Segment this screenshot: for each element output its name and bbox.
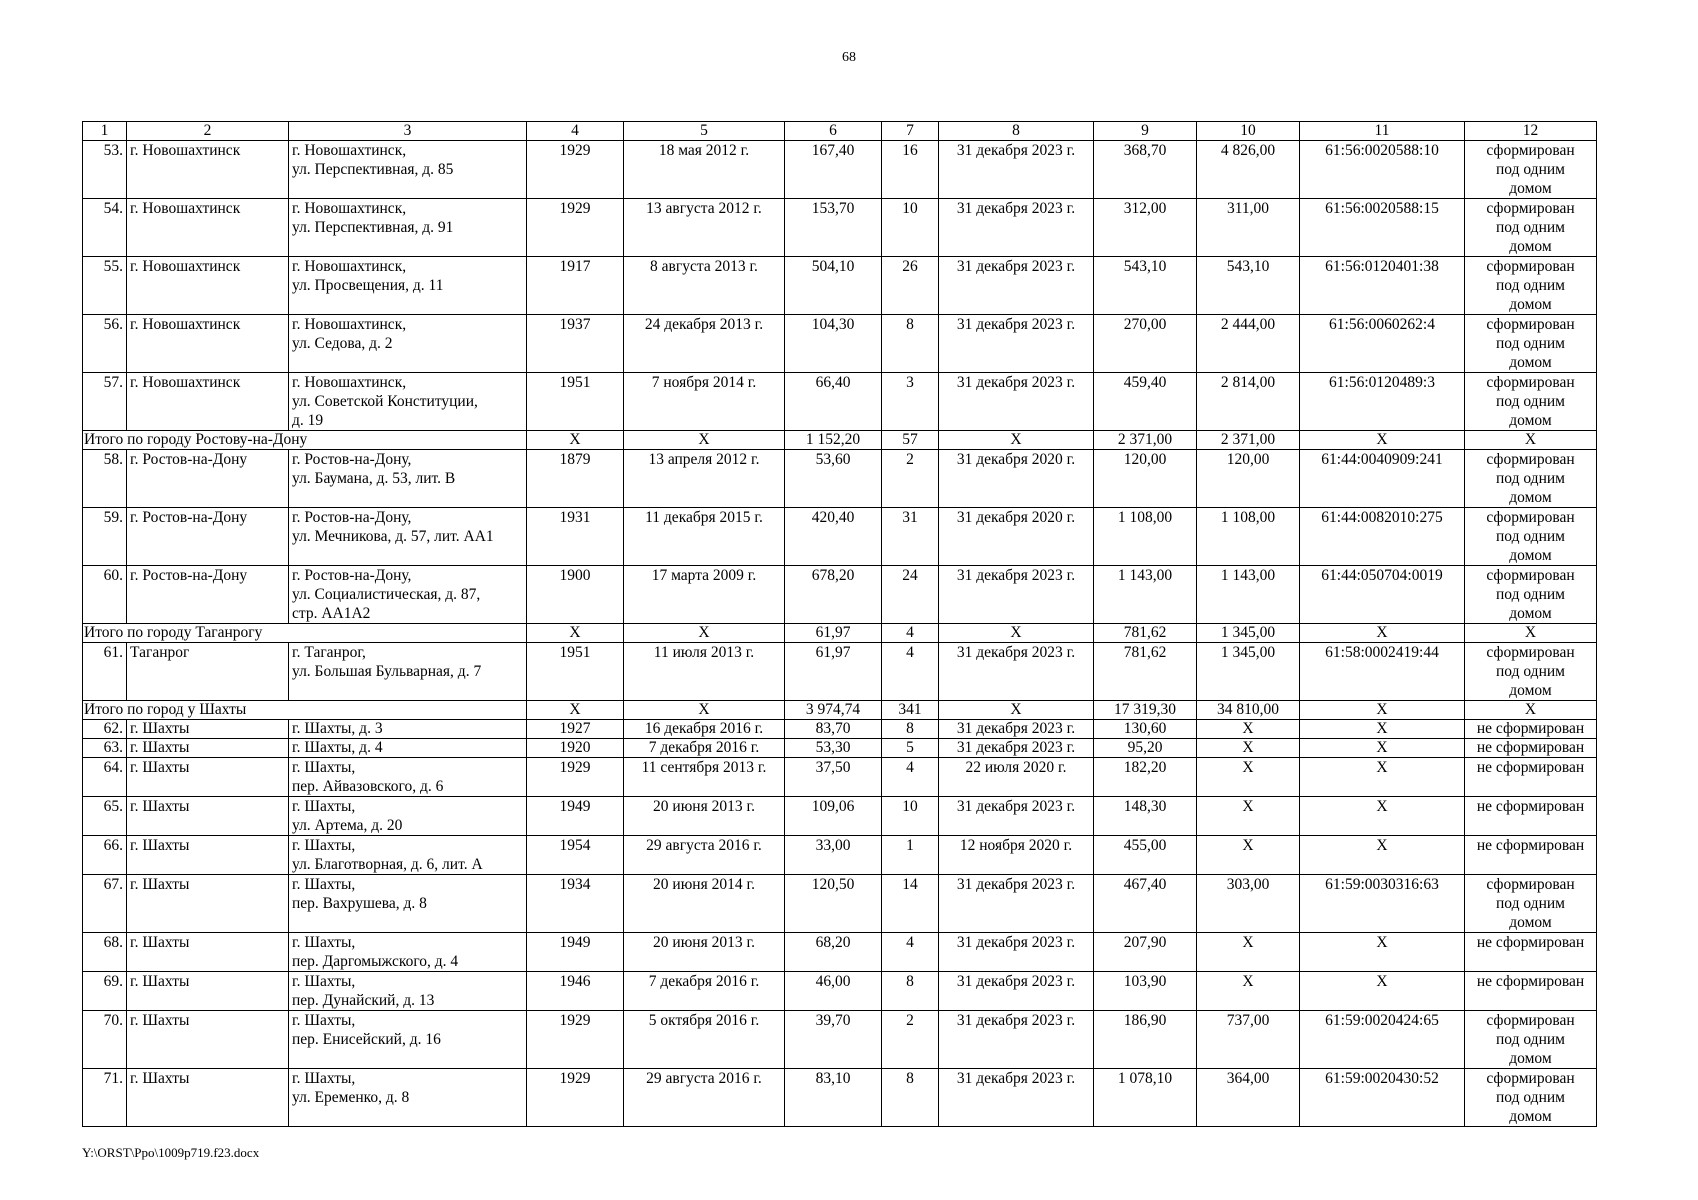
row-number-cell: 70. (83, 1011, 127, 1069)
area-cell: 167,40 (785, 141, 882, 199)
address-cell: г. Ростов-на-Дону, ул. Социалистическая, д. 87, стр. АА1А2 (289, 566, 527, 624)
total-area-cell: 1 078,10 (1094, 1069, 1197, 1127)
land-area-cell: 364,00 (1197, 1069, 1300, 1127)
header-cell: 7 (882, 122, 939, 141)
date-recognized-cell: 7 ноября 2014 г. (624, 373, 785, 431)
header-cell: 9 (1094, 122, 1197, 141)
address-cell: г. Шахты, д. 3 (289, 720, 527, 739)
total-area-cell: 120,00 (1094, 450, 1197, 508)
table-row (83, 315, 1597, 373)
subtotal-resettlement-deadline: X (939, 431, 1094, 450)
table-row (83, 875, 1597, 933)
municipality-cell: г. Новошахтинск (127, 315, 289, 373)
row-number-cell: 60. (83, 566, 127, 624)
row-number-cell: 62. (83, 720, 127, 739)
total-area-cell: 130,60 (1094, 720, 1197, 739)
subtotal-date-recognized: X (624, 431, 785, 450)
subtotal-cadastral-number: X (1300, 701, 1465, 720)
cadastral-number-cell: 61:56:0120489:3 (1300, 373, 1465, 431)
year-built-cell: 1946 (527, 972, 624, 1011)
area-cell: 61,97 (785, 643, 882, 701)
area-cell: 46,00 (785, 972, 882, 1011)
total-area-cell: 781,62 (1094, 643, 1197, 701)
housing-registry-table (82, 121, 1597, 1127)
header-cell: 12 (1465, 122, 1597, 141)
land-area-cell: 303,00 (1197, 875, 1300, 933)
cadastral-number-cell: X (1300, 758, 1465, 797)
subtotal-land-area: 34 810,00 (1197, 701, 1300, 720)
residents-cell: 1 (882, 836, 939, 875)
resettlement-deadline-cell: 22 июля 2020 г. (939, 758, 1094, 797)
year-built-cell: 1954 (527, 836, 624, 875)
cadastral-number-cell: X (1300, 933, 1465, 972)
year-built-cell: 1929 (527, 141, 624, 199)
subtotal-label: Итого по городу Таганрогу (83, 624, 527, 643)
resettlement-deadline-cell: 31 декабря 2023 г. (939, 141, 1094, 199)
total-area-cell: 543,10 (1094, 257, 1197, 315)
total-area-cell: 95,20 (1094, 739, 1197, 758)
residents-cell: 8 (882, 1069, 939, 1127)
area-cell: 83,10 (785, 1069, 882, 1127)
land-status-cell: не сформирован (1465, 836, 1597, 875)
municipality-cell: г. Шахты (127, 875, 289, 933)
date-recognized-cell: 11 сентября 2013 г. (624, 758, 785, 797)
table-row (83, 450, 1597, 508)
date-recognized-cell: 17 марта 2009 г. (624, 566, 785, 624)
land-status-cell: сформирован под одним домом (1465, 643, 1597, 701)
row-number-cell: 56. (83, 315, 127, 373)
land-status-cell: сформирован под одним домом (1465, 875, 1597, 933)
address-cell: г. Шахты, пер. Енисейский, д. 16 (289, 1011, 527, 1069)
date-recognized-cell: 13 апреля 2012 г. (624, 450, 785, 508)
land-status-cell: сформирован под одним домом (1465, 257, 1597, 315)
residents-cell: 3 (882, 373, 939, 431)
row-number-cell: 64. (83, 758, 127, 797)
date-recognized-cell: 20 июня 2013 г. (624, 797, 785, 836)
cadastral-number-cell: 61:59:0030316:63 (1300, 875, 1465, 933)
land-area-cell: 2 814,00 (1197, 373, 1300, 431)
table-row (83, 739, 1597, 758)
row-number-cell: 58. (83, 450, 127, 508)
header-cell: 10 (1197, 122, 1300, 141)
resettlement-deadline-cell: 31 декабря 2023 г. (939, 643, 1094, 701)
land-area-cell: X (1197, 720, 1300, 739)
land-area-cell: 311,00 (1197, 199, 1300, 257)
address-cell: г. Шахты, пер. Даргомыжского, д. 4 (289, 933, 527, 972)
subtotal-residents: 4 (882, 624, 939, 643)
row-number-cell: 63. (83, 739, 127, 758)
total-area-cell: 455,00 (1094, 836, 1197, 875)
header-cell: 2 (127, 122, 289, 141)
date-recognized-cell: 20 июня 2013 г. (624, 933, 785, 972)
year-built-cell: 1949 (527, 797, 624, 836)
header-cell: 8 (939, 122, 1094, 141)
cadastral-number-cell: 61:44:0082010:275 (1300, 508, 1465, 566)
table-row (83, 720, 1597, 739)
land-area-cell: X (1197, 758, 1300, 797)
header-cell: 11 (1300, 122, 1465, 141)
land-status-cell: сформирован под одним домом (1465, 1069, 1597, 1127)
year-built-cell: 1929 (527, 1011, 624, 1069)
year-built-cell: 1949 (527, 933, 624, 972)
municipality-cell: г. Шахты (127, 720, 289, 739)
date-recognized-cell: 8 августа 2013 г. (624, 257, 785, 315)
subtotal-date-recognized: X (624, 624, 785, 643)
land-status-cell: сформирован под одним домом (1465, 450, 1597, 508)
area-cell: 504,10 (785, 257, 882, 315)
row-number-cell: 65. (83, 797, 127, 836)
land-status-cell: сформирован под одним домом (1465, 315, 1597, 373)
subtotal-row (83, 431, 1597, 450)
page-number: 68 (842, 50, 856, 65)
cadastral-number-cell: X (1300, 836, 1465, 875)
year-built-cell: 1920 (527, 739, 624, 758)
date-recognized-cell: 11 июля 2013 г. (624, 643, 785, 701)
land-status-cell: сформирован под одним домом (1465, 141, 1597, 199)
date-recognized-cell: 20 июня 2014 г. (624, 875, 785, 933)
address-cell: г. Шахты, пер. Айвазовского, д. 6 (289, 758, 527, 797)
land-area-cell: 1 345,00 (1197, 643, 1300, 701)
cadastral-number-cell: 61:56:0020588:10 (1300, 141, 1465, 199)
date-recognized-cell: 16 декабря 2016 г. (624, 720, 785, 739)
cadastral-number-cell: X (1300, 797, 1465, 836)
land-status-cell: не сформирован (1465, 758, 1597, 797)
subtotal-year-built: X (527, 701, 624, 720)
cadastral-number-cell: 61:44:050704:0019 (1300, 566, 1465, 624)
address-cell: г. Шахты, ул. Еременко, д. 8 (289, 1069, 527, 1127)
land-area-cell: 4 826,00 (1197, 141, 1300, 199)
subtotal-date-recognized: X (624, 701, 785, 720)
municipality-cell: г. Шахты (127, 797, 289, 836)
total-area-cell: 148,30 (1094, 797, 1197, 836)
cadastral-number-cell: 61:59:0020424:65 (1300, 1011, 1465, 1069)
land-status-cell: не сформирован (1465, 720, 1597, 739)
cadastral-number-cell: 61:56:0120401:38 (1300, 257, 1465, 315)
land-status-cell: сформирован под одним домом (1465, 566, 1597, 624)
land-status-cell: сформирован под одним домом (1465, 373, 1597, 431)
file-path-footer: Y:\ORST\Ppo\1009p719.f23.docx (82, 1145, 260, 1160)
row-number-cell: 59. (83, 508, 127, 566)
row-number-cell: 68. (83, 933, 127, 972)
area-cell: 83,70 (785, 720, 882, 739)
subtotal-cadastral-number: X (1300, 624, 1465, 643)
resettlement-deadline-cell: 31 декабря 2020 г. (939, 508, 1094, 566)
row-number-cell: 69. (83, 972, 127, 1011)
subtotal-land-status: X (1465, 624, 1597, 643)
year-built-cell: 1951 (527, 373, 624, 431)
year-built-cell: 1929 (527, 199, 624, 257)
row-number-cell: 67. (83, 875, 127, 933)
resettlement-deadline-cell: 31 декабря 2023 г. (939, 1011, 1094, 1069)
residents-cell: 4 (882, 758, 939, 797)
residents-cell: 24 (882, 566, 939, 624)
area-cell: 120,50 (785, 875, 882, 933)
resettlement-deadline-cell: 31 декабря 2020 г. (939, 450, 1094, 508)
resettlement-deadline-cell: 31 декабря 2023 г. (939, 739, 1094, 758)
residents-cell: 26 (882, 257, 939, 315)
land-area-cell: X (1197, 797, 1300, 836)
residents-cell: 16 (882, 141, 939, 199)
municipality-cell: г. Новошахтинск (127, 373, 289, 431)
municipality-cell: г. Новошахтинск (127, 199, 289, 257)
row-number-cell: 54. (83, 199, 127, 257)
total-area-cell: 368,70 (1094, 141, 1197, 199)
table-row (83, 643, 1597, 701)
subtotal-land-status: X (1465, 431, 1597, 450)
year-built-cell: 1917 (527, 257, 624, 315)
area-cell: 420,40 (785, 508, 882, 566)
year-built-cell: 1927 (527, 720, 624, 739)
cadastral-number-cell: 61:59:0020430:52 (1300, 1069, 1465, 1127)
land-area-cell: X (1197, 972, 1300, 1011)
subtotal-row (83, 624, 1597, 643)
total-area-cell: 1 108,00 (1094, 508, 1197, 566)
municipality-cell: г. Ростов-на-Дону (127, 566, 289, 624)
column-number-header (83, 122, 1597, 141)
municipality-cell: г. Ростов-на-Дону (127, 508, 289, 566)
area-cell: 104,30 (785, 315, 882, 373)
land-status-cell: сформирован под одним домом (1465, 199, 1597, 257)
date-recognized-cell: 29 августа 2016 г. (624, 1069, 785, 1127)
table-row (83, 1069, 1597, 1127)
resettlement-deadline-cell: 31 декабря 2023 г. (939, 720, 1094, 739)
row-number-cell: 55. (83, 257, 127, 315)
total-area-cell: 186,90 (1094, 1011, 1197, 1069)
municipality-cell: г. Ростов-на-Дону (127, 450, 289, 508)
subtotal-year-built: X (527, 624, 624, 643)
cadastral-number-cell: X (1300, 972, 1465, 1011)
land-status-cell: не сформирован (1465, 739, 1597, 758)
subtotal-resettlement-deadline: X (939, 624, 1094, 643)
date-recognized-cell: 7 декабря 2016 г. (624, 972, 785, 1011)
resettlement-deadline-cell: 31 декабря 2023 г. (939, 797, 1094, 836)
land-status-cell: не сформирован (1465, 972, 1597, 1011)
resettlement-deadline-cell: 31 декабря 2023 г. (939, 1069, 1094, 1127)
cadastral-number-cell: 61:56:0060262:4 (1300, 315, 1465, 373)
land-status-cell: не сформирован (1465, 797, 1597, 836)
cadastral-number-cell: X (1300, 739, 1465, 758)
municipality-cell: Таганрог (127, 643, 289, 701)
municipality-cell: г. Шахты (127, 972, 289, 1011)
year-built-cell: 1934 (527, 875, 624, 933)
area-cell: 68,20 (785, 933, 882, 972)
table-row (83, 141, 1597, 199)
residents-cell: 2 (882, 450, 939, 508)
subtotal-row (83, 701, 1597, 720)
cadastral-number-cell: X (1300, 720, 1465, 739)
date-recognized-cell: 7 декабря 2016 г. (624, 739, 785, 758)
residents-cell: 4 (882, 643, 939, 701)
total-area-cell: 467,40 (1094, 875, 1197, 933)
land-area-cell: X (1197, 836, 1300, 875)
subtotal-label: Итого по город у Шахты (83, 701, 527, 720)
resettlement-deadline-cell: 31 декабря 2023 г. (939, 373, 1094, 431)
year-built-cell: 1929 (527, 1069, 624, 1127)
address-cell: г. Шахты, пер. Вахрушева, д. 8 (289, 875, 527, 933)
total-area-cell: 103,90 (1094, 972, 1197, 1011)
subtotal-resettlement-deadline: X (939, 701, 1094, 720)
residents-cell: 5 (882, 739, 939, 758)
address-cell: г. Новошахтинск, ул. Советской Конституции, д. 19 (289, 373, 527, 431)
date-recognized-cell: 5 октября 2016 г. (624, 1011, 785, 1069)
address-cell: г. Шахты, ул. Артема, д. 20 (289, 797, 527, 836)
land-area-cell: 543,10 (1197, 257, 1300, 315)
address-cell: г. Таганрог, ул. Большая Бульварная, д. 7 (289, 643, 527, 701)
residents-cell: 10 (882, 797, 939, 836)
subtotal-land-area: 1 345,00 (1197, 624, 1300, 643)
header-cell: 3 (289, 122, 527, 141)
municipality-cell: г. Шахты (127, 758, 289, 797)
total-area-cell: 207,90 (1094, 933, 1197, 972)
total-area-cell: 312,00 (1094, 199, 1197, 257)
resettlement-deadline-cell: 31 декабря 2023 г. (939, 199, 1094, 257)
land-area-cell: X (1197, 933, 1300, 972)
table-row (83, 257, 1597, 315)
area-cell: 39,70 (785, 1011, 882, 1069)
land-area-cell: 120,00 (1197, 450, 1300, 508)
resettlement-deadline-cell: 31 декабря 2023 г. (939, 972, 1094, 1011)
land-area-cell: 1 108,00 (1197, 508, 1300, 566)
date-recognized-cell: 18 мая 2012 г. (624, 141, 785, 199)
date-recognized-cell: 11 декабря 2015 г. (624, 508, 785, 566)
residents-cell: 8 (882, 972, 939, 1011)
residents-cell: 14 (882, 875, 939, 933)
area-cell: 33,00 (785, 836, 882, 875)
address-cell: г. Шахты, д. 4 (289, 739, 527, 758)
year-built-cell: 1951 (527, 643, 624, 701)
municipality-cell: г. Шахты (127, 1011, 289, 1069)
area-cell: 66,40 (785, 373, 882, 431)
address-cell: г. Ростов-на-Дону, ул. Мечникова, д. 57, лит. АА1 (289, 508, 527, 566)
residents-cell: 4 (882, 933, 939, 972)
year-built-cell: 1900 (527, 566, 624, 624)
subtotal-area: 1 152,20 (785, 431, 882, 450)
land-status-cell: сформирован под одним домом (1465, 1011, 1597, 1069)
area-cell: 37,50 (785, 758, 882, 797)
subtotal-total-area: 17 319,30 (1094, 701, 1197, 720)
header-cell: 1 (83, 122, 127, 141)
subtotal-total-area: 2 371,00 (1094, 431, 1197, 450)
year-built-cell: 1929 (527, 758, 624, 797)
address-cell: г. Шахты, ул. Благотворная, д. 6, лит. А (289, 836, 527, 875)
table-row (83, 836, 1597, 875)
header-cell: 6 (785, 122, 882, 141)
date-recognized-cell: 29 августа 2016 г. (624, 836, 785, 875)
residents-cell: 10 (882, 199, 939, 257)
land-status-cell: не сформирован (1465, 933, 1597, 972)
municipality-cell: г. Шахты (127, 836, 289, 875)
total-area-cell: 182,20 (1094, 758, 1197, 797)
table-row (83, 373, 1597, 431)
municipality-cell: г. Новошахтинск (127, 257, 289, 315)
subtotal-area: 61,97 (785, 624, 882, 643)
total-area-cell: 270,00 (1094, 315, 1197, 373)
resettlement-deadline-cell: 31 декабря 2023 г. (939, 875, 1094, 933)
resettlement-deadline-cell: 31 декабря 2023 г. (939, 257, 1094, 315)
address-cell: г. Ростов-на-Дону, ул. Баумана, д. 53, лит. В (289, 450, 527, 508)
table-row (83, 199, 1597, 257)
resettlement-deadline-cell: 31 декабря 2023 г. (939, 566, 1094, 624)
residents-cell: 8 (882, 720, 939, 739)
subtotal-residents: 57 (882, 431, 939, 450)
address-cell: г. Новошахтинск, ул. Перспективная, д. 91 (289, 199, 527, 257)
table-row (83, 758, 1597, 797)
residents-cell: 31 (882, 508, 939, 566)
year-built-cell: 1931 (527, 508, 624, 566)
header-cell: 4 (527, 122, 624, 141)
subtotal-year-built: X (527, 431, 624, 450)
row-number-cell: 61. (83, 643, 127, 701)
year-built-cell: 1879 (527, 450, 624, 508)
total-area-cell: 459,40 (1094, 373, 1197, 431)
total-area-cell: 1 143,00 (1094, 566, 1197, 624)
table-row (83, 566, 1597, 624)
area-cell: 53,60 (785, 450, 882, 508)
subtotal-area: 3 974,74 (785, 701, 882, 720)
table-row (83, 972, 1597, 1011)
row-number-cell: 53. (83, 141, 127, 199)
land-area-cell: 2 444,00 (1197, 315, 1300, 373)
address-cell: г. Новошахтинск, ул. Просвещения, д. 11 (289, 257, 527, 315)
cadastral-number-cell: 61:44:0040909:241 (1300, 450, 1465, 508)
table-row (83, 797, 1597, 836)
area-cell: 53,30 (785, 739, 882, 758)
area-cell: 109,06 (785, 797, 882, 836)
subtotal-land-area: 2 371,00 (1197, 431, 1300, 450)
resettlement-deadline-cell: 31 декабря 2023 г. (939, 933, 1094, 972)
row-number-cell: 57. (83, 373, 127, 431)
date-recognized-cell: 13 августа 2012 г. (624, 199, 785, 257)
address-cell: г. Шахты, пер. Дунайский, д. 13 (289, 972, 527, 1011)
subtotal-land-status: X (1465, 701, 1597, 720)
row-number-cell: 71. (83, 1069, 127, 1127)
municipality-cell: г. Шахты (127, 739, 289, 758)
subtotal-total-area: 781,62 (1094, 624, 1197, 643)
area-cell: 153,70 (785, 199, 882, 257)
municipality-cell: г. Новошахтинск (127, 141, 289, 199)
resettlement-deadline-cell: 12 ноября 2020 г. (939, 836, 1094, 875)
year-built-cell: 1937 (527, 315, 624, 373)
area-cell: 678,20 (785, 566, 882, 624)
municipality-cell: г. Шахты (127, 1069, 289, 1127)
land-area-cell: X (1197, 739, 1300, 758)
residents-cell: 2 (882, 1011, 939, 1069)
address-cell: г. Новошахтинск, ул. Перспективная, д. 85 (289, 141, 527, 199)
table-row (83, 1011, 1597, 1069)
land-area-cell: 1 143,00 (1197, 566, 1300, 624)
land-area-cell: 737,00 (1197, 1011, 1300, 1069)
cadastral-number-cell: 61:58:0002419:44 (1300, 643, 1465, 701)
subtotal-label: Итого по городу Ростову-на-Дону (83, 431, 527, 450)
date-recognized-cell: 24 декабря 2013 г. (624, 315, 785, 373)
land-status-cell: сформирован под одним домом (1465, 508, 1597, 566)
address-cell: г. Новошахтинск, ул. Седова, д. 2 (289, 315, 527, 373)
table-row (83, 933, 1597, 972)
subtotal-residents: 341 (882, 701, 939, 720)
cadastral-number-cell: 61:56:0020588:15 (1300, 199, 1465, 257)
municipality-cell: г. Шахты (127, 933, 289, 972)
residents-cell: 8 (882, 315, 939, 373)
table-row (83, 508, 1597, 566)
header-cell: 5 (624, 122, 785, 141)
row-number-cell: 66. (83, 836, 127, 875)
subtotal-cadastral-number: X (1300, 431, 1465, 450)
resettlement-deadline-cell: 31 декабря 2023 г. (939, 315, 1094, 373)
